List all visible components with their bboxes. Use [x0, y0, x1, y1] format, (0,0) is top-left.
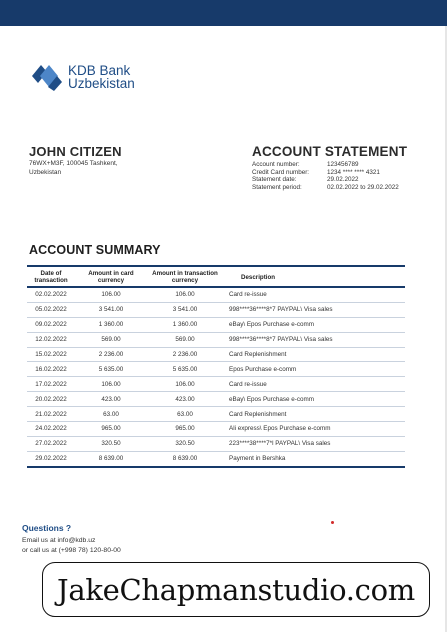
txn-description: Card re-issue: [223, 287, 405, 302]
txn-description: eBay\ Epos Purchase e-comm: [223, 392, 405, 407]
statement-date-value: 29.02.2022: [327, 176, 359, 184]
txn-amount: 2 236.00: [147, 347, 223, 362]
table-row: [27, 392, 405, 407]
txn-card-amount: 106.00: [75, 287, 147, 302]
txn-amount: 3 541.00: [147, 302, 223, 317]
txn-card-amount: 965.00: [75, 422, 147, 437]
statement-date-label: Statement date:: [252, 176, 297, 184]
txn-date: 16.02.2022: [27, 362, 75, 377]
txn-amount: 5 635.00: [147, 362, 223, 377]
table-row: [27, 377, 405, 392]
account-holder-address: 76WX+M3F, 100045 Tashkent, Uzbekistan: [29, 160, 118, 176]
contact-email: Email us at info@kdb.uz: [22, 537, 96, 544]
header-transaction-amount: Amount in transaction currency: [147, 266, 223, 287]
header-card-amount: Amount in card currency: [75, 266, 147, 287]
txn-card-amount: 3 541.00: [75, 302, 147, 317]
table-row: [27, 317, 405, 332]
txn-card-amount: 2 236.00: [75, 347, 147, 362]
txn-date: 05.02.2022: [27, 302, 75, 317]
bank-name-line2: Uzbekistan: [68, 76, 135, 91]
txn-card-amount: 63.00: [75, 407, 147, 422]
watermark-text: JakeChapmanstudio.com: [57, 572, 415, 607]
txn-amount: 106.00: [147, 377, 223, 392]
txn-description: Card Replenishment: [223, 347, 405, 362]
header-date: Date of transaction: [27, 266, 75, 287]
txn-amount: 965.00: [147, 422, 223, 437]
txn-date: 29.02.2022: [27, 451, 75, 466]
txn-amount: 423.00: [147, 392, 223, 407]
txn-date: 15.02.2022: [27, 347, 75, 362]
table-row: [27, 422, 405, 437]
account-number-label: Account number:: [252, 161, 300, 168]
txn-description: Epos Purchase e-comm: [223, 362, 405, 377]
txn-date: 27.02.2022: [27, 436, 75, 451]
questions-heading: Questions ?: [22, 523, 72, 533]
table-header-row: [27, 266, 405, 287]
txn-date: 20.02.2022: [27, 392, 75, 407]
table-row: [27, 302, 405, 317]
bank-logo: [30, 61, 160, 95]
account-holder-name: JOHN CITIZEN: [29, 144, 122, 159]
txn-card-amount: 8 639.00: [75, 451, 147, 466]
txn-card-amount: 569.00: [75, 332, 147, 347]
txn-description: Ali express\ Epos Purchase e-comm: [223, 422, 405, 437]
red-dot-marker: [331, 521, 334, 524]
account-number-value: 123456789: [327, 161, 359, 168]
txn-description: Payment in Bershka: [223, 451, 405, 466]
account-summary-title: ACCOUNT SUMMARY: [29, 243, 161, 257]
kdb-logo-icon: [30, 61, 64, 91]
txn-card-amount: 320.50: [75, 436, 147, 451]
card-number-label: Credit Card number:: [252, 168, 310, 176]
transactions-table: [27, 265, 405, 468]
txn-date: 12.02.2022: [27, 332, 75, 347]
txn-amount: 320.50: [147, 436, 223, 451]
txn-card-amount: 1 360.00: [75, 317, 147, 332]
watermark-banner: [42, 562, 430, 617]
table-row: [27, 332, 405, 347]
txn-card-amount: 5 635.00: [75, 362, 147, 377]
txn-description: eBay\ Epos Purchase e-comm: [223, 317, 405, 332]
table-row: [27, 451, 405, 466]
bank-name-line1: KDB Bank: [68, 63, 131, 78]
txn-description: 223****38****7*l PAYPAL\ Visa sales: [223, 436, 405, 451]
statement-period-label: Statement period:: [252, 183, 302, 191]
txn-amount: 569.00: [147, 332, 223, 347]
bank-name: [68, 64, 135, 90]
header-bar: [0, 0, 447, 26]
contact-phone: or call us at (+998 78) 120-80-00: [22, 547, 121, 554]
txn-description: 998****36****8*7 PAYPAL\ Visa sales: [223, 302, 405, 317]
txn-amount: 63.00: [147, 407, 223, 422]
txn-date: 17.02.2022: [27, 377, 75, 392]
txn-date: 24.02.2022: [27, 422, 75, 437]
table-row: [27, 436, 405, 451]
table-row: [27, 362, 405, 377]
txn-description: 998****36****8*7 PAYPAL\ Visa sales: [223, 332, 405, 347]
table-row: [27, 407, 405, 422]
txn-amount: 1 360.00: [147, 317, 223, 332]
statement-title: ACCOUNT STATEMENT: [252, 144, 408, 159]
txn-amount: 106.00: [147, 287, 223, 302]
table-row: [27, 287, 405, 302]
header-description: Description: [223, 266, 405, 287]
txn-description: Card re-issue: [223, 377, 405, 392]
txn-date: 02.02.2022: [27, 287, 75, 302]
txn-description: Card Replenishment: [223, 407, 405, 422]
txn-date: 09.02.2022: [27, 317, 75, 332]
txn-card-amount: 106.00: [75, 377, 147, 392]
statement-period-value: 02.02.2022 to 29.02.2022: [327, 183, 399, 191]
table-row: [27, 347, 405, 362]
txn-card-amount: 423.00: [75, 392, 147, 407]
txn-date: 21.02.2022: [27, 407, 75, 422]
txn-amount: 8 639.00: [147, 451, 223, 466]
card-number-value: 1234 **** **** 4321: [327, 168, 380, 176]
